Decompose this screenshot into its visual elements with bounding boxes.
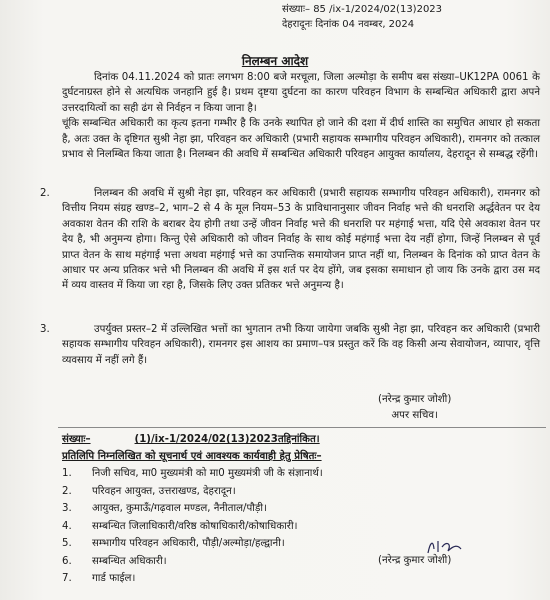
list-item: 4. सम्बन्धित जिलाधिकारी/वरिष्ठ कोषाधिकारी/कोषाधिकारी। <box>62 520 298 532</box>
copy-reference-label: संख्याः– <box>62 434 91 445</box>
list-item: 3. आयुक्त, कुमाऊँ/गढ़वाल मण्डल, नैनीताल/पौड़ी। <box>62 503 267 514</box>
place-date: देहरादूनः दिनांक 04 नवम्बर, 2024 <box>282 19 415 30</box>
divider <box>58 427 546 428</box>
paragraph-2 <box>40 186 540 294</box>
signature-block <box>378 392 451 424</box>
copy-reference-value: (1)/ix-1/2024/02(13)2023तद्दिनांकित। <box>134 434 320 445</box>
reference-block <box>282 2 442 32</box>
reference-number: संख्याः– 85 /ix-1/2024/02(13)2023 <box>282 4 443 15</box>
copy-signature-block <box>378 553 451 569</box>
paragraph-1 <box>62 70 540 162</box>
list-item: 6. सम्बन्धित अधिकारी। <box>62 555 167 567</box>
copy-reference <box>62 432 320 447</box>
paragraph-1-second: चूंकि सम्बन्धित अधिकारी का कृत्य इतना गम्भीर है कि उनके स्थापित हो जाने की दशा में दीर्घ शास्ति का समुचित आधार हो सकता है, अतः उक्त के दृष्टिगत सुश्री नेहा झा, परिवहन कर अधिकारी (प्रभारी सहायक सम्भागीय परिवहन अधिकारी), रामनगर को तत्काल प्रभाव से निलम्बित किया जाता है। निलम्बन की अवधि में सम्बन्धित अधिकारी परिवहन आयुक्त कार्यालय, देहरादून से सम्बद्ध रहेंगी। <box>62 118 540 161</box>
list-item: 5. सम्भागीय परिवहन अधिकारी, पौड़ी/अल्मोड़ा/हल्द्वानी। <box>62 538 285 549</box>
paragraph-2-text: निलम्बन की अवधि में सुश्री नेहा झा, परिवहन कर अधिकारी (प्रभारी सहायक सम्भागीय परिवहन अधिकारी), रामनगर को वित्तीय नियम संग्रह खण्ड–2, भाग–2 से 4 के मूल नियम–53 के प्राविधानानुसार जीवन निर्वाह भत्ते की धनराशि अर्द्धवेतन पर देय अवकाश वेतन की राशि के बराबर देय होगी तथा उन्हें जीवन निर्वाह भत्ते की धनराशि पर महंगाई भत्ता, यदि ऐसे अवकाश वेतन पर देय है, भी अनुमन्य होगा। किन्तु ऐसे अधिकारी को जीवन निर्वाह के साथ कोई महंगाई भत्ता देय नहीं होगा, जिन्हें निलम्बन से पूर्व प्राप्त वेतन के साथ महंगाई भत्ता अथवा महंगाई भत्ते का उपान्तिक समायोजन प्राप्त नहीं था, निलम्बन के दिनांक को प्राप्त वेतन के आधार पर अन्य प्रतिकर भत्ते भी निलम्बन की अवधि में इस शर्त पर देय होंगे, जब इसका समाधान हो जाय कि उनके द्वारा उस मद में व्यय वास्तव में किया जा रहा है, जिसके लिए उक्त प्रतिकर भत्ते अनुमन्य है। <box>62 188 540 292</box>
list-item: 2. परिवहन आयुक्त, उत्तराखण्ड, देहरादून। <box>62 485 236 497</box>
paragraph-1-first: दिनांक 04.11.2024 को प्रातः लगभग 8:00 बजे मरचूला, जिला अल्मोड़ा के समीप बस संख्या–UK12PA 0061 के दुर्घटनाग्रस्त होने से अत्यधिक जनहानि हुई है। प्रथम दृष्टया दुर्घटना का कारण परिवहन विभाग के सम्बन्धित अधिकारी द्वारा अपने उत्तरदायित्वों का सही ढंग से निर्वहन न किया जाना है। <box>62 72 540 114</box>
paragraph-2-number: 2. <box>40 188 50 199</box>
paragraph-3-text: उपर्युक्त प्रस्तर–2 में उल्लिखित भत्तों का भुगतान तभी किया जायेगा जबकि सुश्री नेहा झा, परिवहन कर अधिकारी (प्रभारी सहायक सम्भागीय परिवहन अधिकारी), रामनगर इस आशय का प्रमाण–पत्र प्रस्तुत करें कि वह किसी अन्य सेवायोजन, व्यापार, वृत्ति व्यवसाय में नहीं लगे हैं। <box>62 324 540 366</box>
copy-list <box>62 465 323 588</box>
signatory-name: (नरेन्द्र कुमार जोशी) <box>378 394 452 405</box>
list-item: 7. गार्ड फाईल। <box>62 573 136 584</box>
signatory-designation: अपर सचिव। <box>391 410 438 421</box>
paragraph-3-number: 3. <box>40 324 50 335</box>
paragraph-3 <box>40 322 540 368</box>
copy-signatory-name: (नरेन्द्र कुमार जोशी) <box>378 555 452 566</box>
copy-intro: प्रतिलिपि निम्नलिखित को सूचनार्थ एवं आवश्यक कार्यवाही हेतु प्रेषितः– <box>62 451 322 462</box>
list-item: 1. निजी सचिव, मा0 मुख्यमंत्री को मा0 मुख्यमंत्री जी के संज्ञानार्थ। <box>62 468 323 479</box>
order-title: निलम्बन आदेश <box>241 54 309 68</box>
